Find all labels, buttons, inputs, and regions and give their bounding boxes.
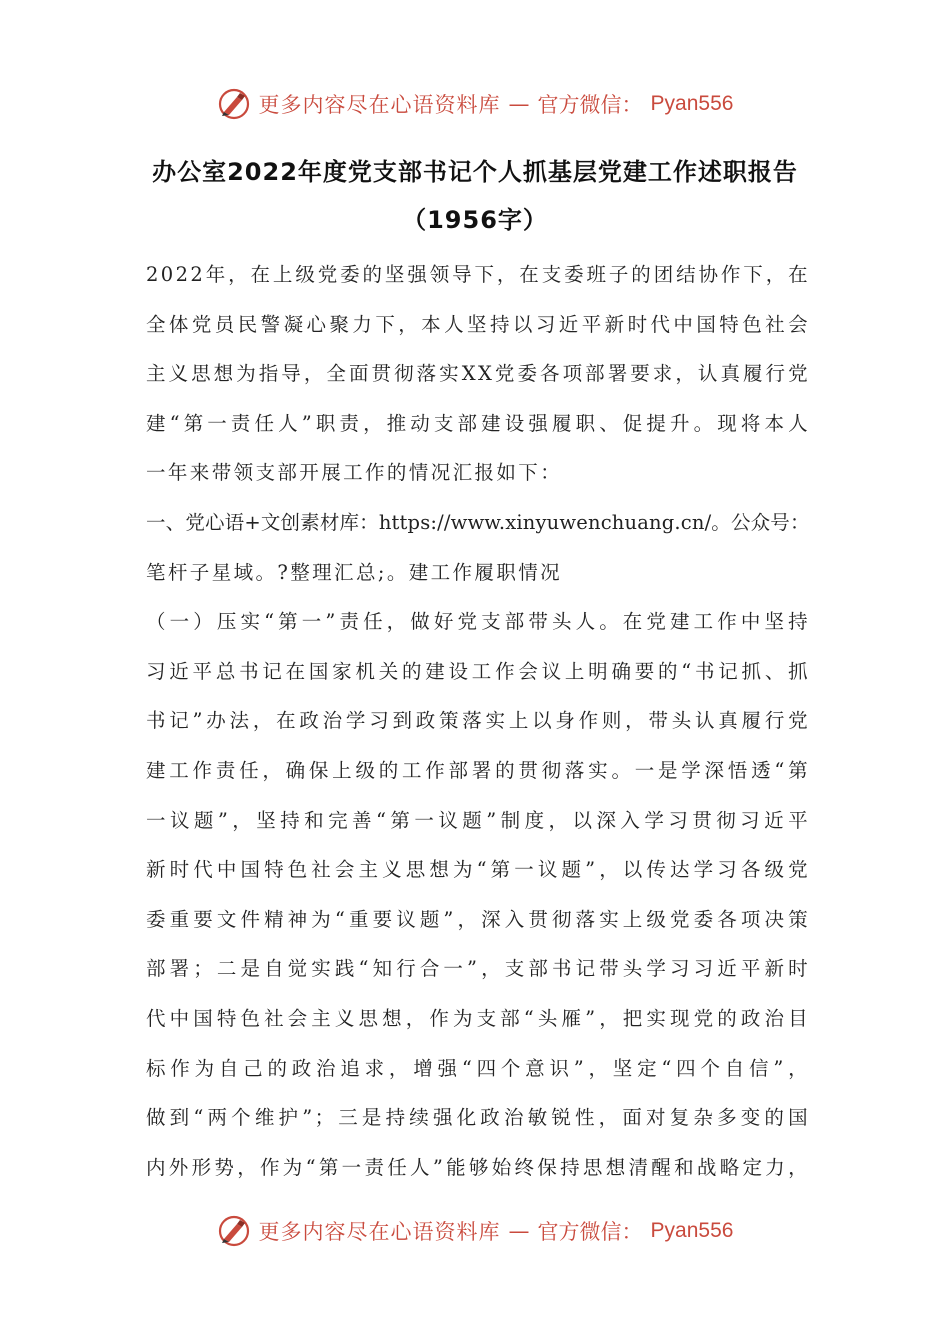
body-line: 2022年，在上级党委的坚强领导下，在支委班子的团结协作下，在: [146, 263, 810, 286]
watermark-footer: [0, 1211, 950, 1251]
body-line: 内外形势，作为“第一责任人”能够始终保持思想清醒和战略定力，: [146, 1155, 810, 1179]
watermark-wechat-id: Pyan556: [650, 1219, 734, 1242]
watermark-wechat-id: Pyan556: [650, 92, 734, 115]
body-line: 建“第一责任人”职责，推动支部建设强履职、促提升。现将本人: [146, 411, 810, 435]
body-line: 委重要文件精神为“重要议题”，深入贯彻落实上级党委各项决策: [146, 907, 810, 931]
body-line: 一议题”，坚持和完善“第一议题”制度，以深入学习贯彻习近平: [146, 808, 810, 832]
pen-circle-logo-icon: [217, 1214, 251, 1248]
document-title-wordcount: （1956字）: [402, 206, 548, 234]
body-line: 书记”办法，在政治学习到政策落实上以身作则，带头认真履行党: [146, 709, 810, 733]
body-line: 主义思想为指导，全面贯彻落实XX党委各项部署要求，认真履行党: [146, 362, 810, 386]
body-line: 笔杆子星域。?整理汇总;。建工作履职情况: [146, 560, 563, 584]
body-line: 全体党员民警凝心聚力下，本人坚持以习近平新时代中国特色社会: [146, 312, 810, 336]
body-line: 部署；二是自觉实践“知行合一”，支部书记带头学习习近平新时: [146, 957, 810, 981]
body-line: 建工作责任，确保上级的工作部署的贯彻落实。一是学深悟透“第: [146, 758, 810, 782]
watermark-text: 更多内容尽在心语资料库: [258, 1220, 501, 1244]
watermark-separator: —: [508, 92, 530, 116]
watermark-text: 更多内容尽在心语资料库: [258, 93, 501, 117]
watermark-official-label: 官方微信：: [537, 1220, 643, 1244]
watermark-official-label: 官方微信：: [537, 93, 643, 117]
watermark-header: [0, 84, 950, 124]
body-line: （一）压实“第一”责任，做好党支部带头人。在党建工作中坚持: [146, 610, 810, 634]
pen-circle-logo-icon: [217, 87, 251, 121]
body-line: 标作为自己的政治追求，增强“四个意识”，坚定“四个自信”，: [146, 1056, 810, 1080]
body-line: 新时代中国特色社会主义思想为“第一议题”，以传达学习各级党: [146, 858, 810, 882]
watermark-separator: —: [508, 1219, 530, 1243]
body-line: 代中国特色社会主义思想，作为支部“头雁”，把实现党的政治目: [146, 1006, 810, 1030]
body-line: 一年来带领支部开展工作的情况汇报如下：: [146, 461, 563, 485]
body-line-link: 一、党心语+文创素材库：https://www.xinyuwenchuang.cn/。公众号：: [146, 510, 810, 534]
document-title: 办公室2022年度党支部书记个人抓基层党建工作述职报告: [152, 158, 798, 186]
body-line: 习近平总书记在国家机关的建设工作会议上明确要的“书记抓、抓: [146, 659, 810, 683]
document-body: [146, 250, 810, 1192]
body-line: 做到“两个维护”；三是持续强化政治敏锐性，面对复杂多变的国: [146, 1106, 810, 1130]
